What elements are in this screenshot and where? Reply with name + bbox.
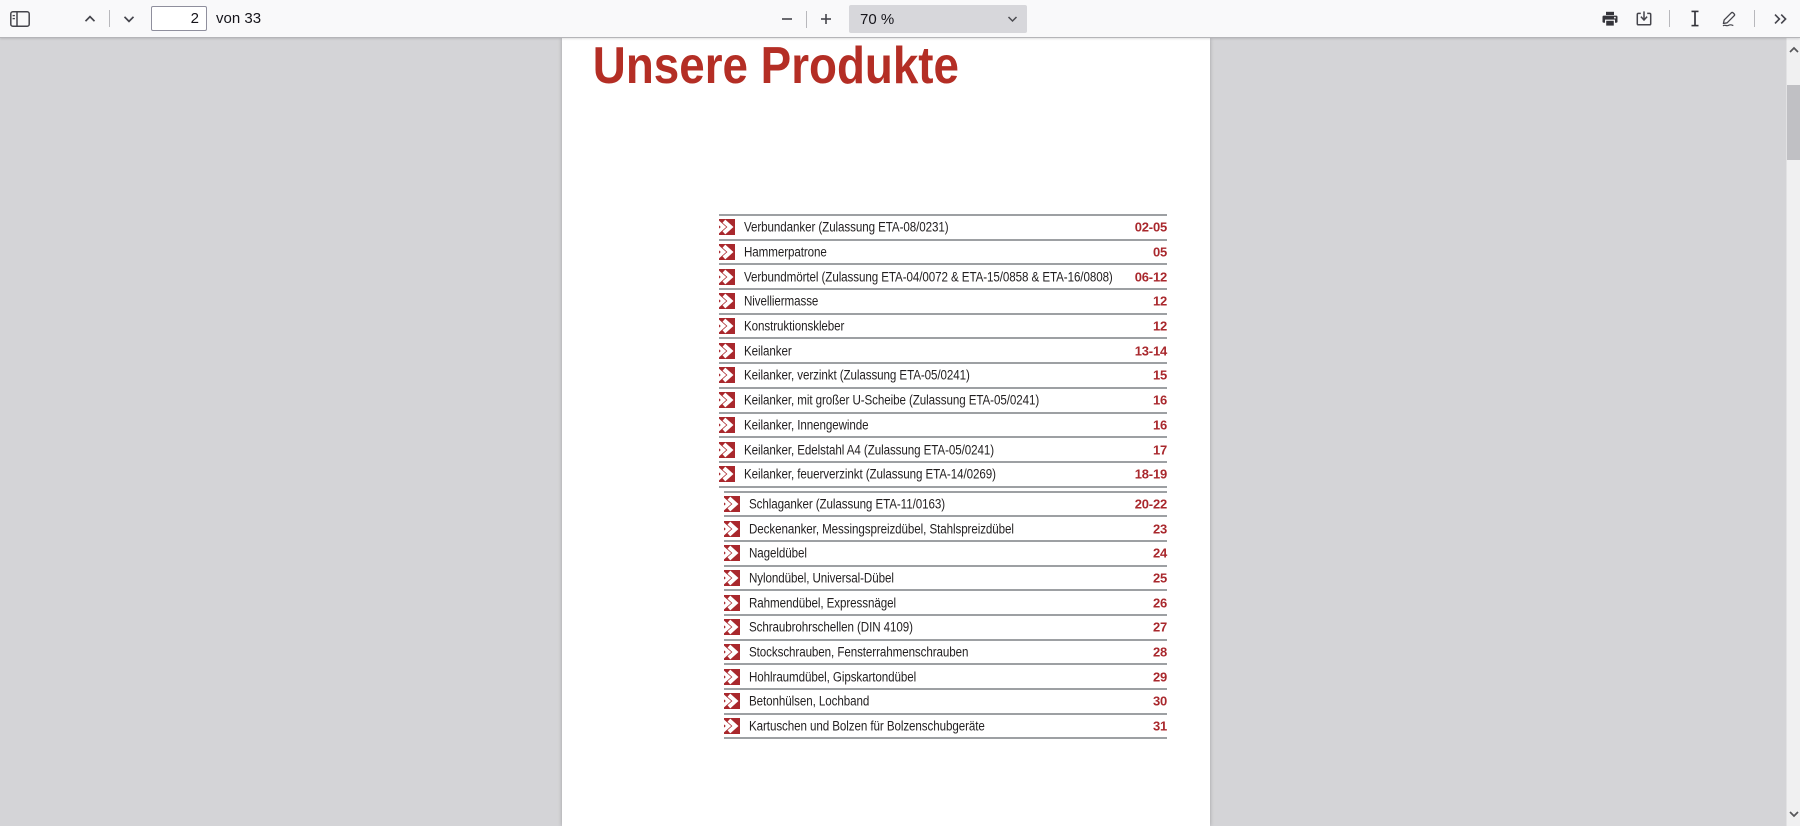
toc-item-pages: 23 [1152,521,1167,537]
toc-item[interactable] [719,239,1167,264]
toc-item-pages: 17 [1152,442,1167,458]
chevron-right-icon [719,219,735,235]
toc-item-pages: 05 [1152,244,1167,260]
text-cursor-icon [1687,10,1703,27]
toc-item[interactable] [724,540,1167,565]
toc-item[interactable] [724,565,1167,590]
chevron-down-icon [121,11,137,27]
toc-group-1 [719,214,1167,488]
toc-item-label: Betonhülsen, Lochband [749,693,870,709]
toc-item[interactable] [719,313,1167,338]
toc-item-label: Nivelliermasse [744,293,819,309]
toc-item-pages: 27 [1152,619,1167,635]
page-nav-group [76,5,261,33]
chevron-right-icon [719,442,735,458]
toolbar-left-section [0,5,261,33]
zoom-controls [773,0,1027,38]
toc-item-label: Schlaganker (Zulassung ETA-11/0163) [749,496,945,512]
toc-item[interactable] [719,362,1167,387]
draw-annotation-button[interactable] [1715,5,1743,33]
toc-item[interactable] [719,461,1167,486]
pdf-viewer-toolbar [0,0,1800,38]
zoom-in-button[interactable] [812,5,840,33]
chevron-right-icon [724,718,740,734]
toc-item-pages: 30 [1152,693,1167,709]
toc-item-pages: 24 [1152,545,1167,561]
previous-page-button[interactable] [76,5,104,33]
toc-item-pages: 12 [1152,318,1167,334]
toc-item[interactable] [724,713,1167,738]
chevron-right-icon [719,466,735,482]
scrollbar-down-button[interactable] [1787,804,1800,824]
zoom-out-button[interactable] [773,5,801,33]
toc-item[interactable] [724,589,1167,614]
toc-item[interactable] [719,263,1167,288]
page-title: Unsere Produkte [592,38,960,95]
toc-item-label: Kartuschen und Bolzen für Bolzenschubgeräte [749,718,985,734]
toc-item-pages: 02-05 [1134,219,1167,235]
pdf-page [562,38,1210,826]
toc-item[interactable] [724,515,1167,540]
toolbar-right-section [1596,5,1800,33]
scrollbar-up-button[interactable] [1787,40,1800,60]
toc-group-2 [724,491,1167,740]
viewer-content-area [0,38,1786,826]
toc-item[interactable] [719,387,1167,412]
chevron-right-icon [719,318,735,334]
next-page-button[interactable] [115,5,143,33]
printer-icon [1601,11,1619,27]
chevron-right-icon [719,417,735,433]
toc-item[interactable] [719,214,1167,239]
toc-list [719,214,1167,739]
toc-item[interactable] [724,614,1167,639]
chevron-right-icon [719,293,735,309]
chevron-up-icon [82,11,98,27]
toc-item-label: Rahmendübel, Expressnägel [749,595,896,611]
toolbar-divider [806,11,807,28]
chevron-right-icon [719,392,735,408]
toc-item-pages: 16 [1152,417,1167,433]
toc-item-label: Verbundmörtel (Zulassung ETA-04/0072 & ETA-15/0858 & ETA-16/0808) [744,269,1113,285]
toc-item-label: Verbundanker (Zulassung ETA-08/0231) [744,219,949,235]
toc-item-label: Konstruktionskleber [744,318,845,334]
zoom-select[interactable] [849,5,1027,33]
toc-item-label: Schraubrohrschellen (DIN 4109) [749,619,913,635]
toc-item-label: Nylondübel, Universal-Dübel [749,570,894,586]
chevron-right-icon [724,644,740,660]
toc-item[interactable] [719,337,1167,362]
toc-item[interactable] [719,412,1167,437]
chevron-right-icon [719,343,735,359]
toc-item-label: Hammerpatrone [744,244,827,260]
chevron-right-icon [724,669,740,685]
double-chevron-right-icon [1772,11,1789,27]
toc-item-pages: 29 [1152,669,1167,685]
chevron-right-icon [719,244,735,260]
toc-item-label: Keilanker, verzinkt (Zulassung ETA-05/0241) [744,367,970,383]
toc-item-pages: 18-19 [1134,466,1167,482]
more-tools-button[interactable] [1766,5,1794,33]
vertical-scrollbar[interactable] [1786,38,1800,826]
toc-item-pages: 13-14 [1134,343,1167,359]
toc-item-pages: 25 [1152,570,1167,586]
toc-item-pages: 26 [1152,595,1167,611]
chevron-right-icon [724,545,740,561]
toc-item-label: Nageldübel [749,545,807,561]
toc-item[interactable] [724,491,1167,516]
zoom-value-label: 70 % [860,10,895,28]
toc-item-label: Deckenanker, Messingspreizdübel, Stahlspreizdübel [749,521,1014,537]
page-count-label: von 33 [216,10,262,27]
chevron-down-icon [1789,810,1799,818]
toc-item-label: Keilanker, mit großer U-Scheibe (Zulassung ETA-05/0241) [744,392,1040,408]
pen-icon [1720,10,1738,27]
chevron-right-icon [724,595,740,611]
chevron-right-icon [719,367,735,383]
toc-item-label: Keilanker, Edelstahl A4 (Zulassung ETA-05/0241) [744,442,995,458]
toc-item[interactable] [719,288,1167,313]
chevron-right-icon [724,496,740,512]
toc-item-label: Keilanker, Innengewinde [744,417,869,433]
toc-item-pages: 06-12 [1134,269,1167,285]
chevron-right-icon [719,269,735,285]
print-button[interactable] [1596,5,1624,33]
chevron-right-icon [724,521,740,537]
save-button[interactable] [1630,5,1658,33]
toc-item-pages: 20-22 [1134,496,1167,512]
toc-item-pages: 16 [1152,392,1167,408]
toc-item-label: Stockschrauben, Fensterrahmenschrauben [749,644,969,660]
toc-item-pages: 31 [1152,718,1167,734]
toc-item-label: Hohlraumdübel, Gipskartondübel [749,669,917,685]
toc-item-pages: 15 [1152,367,1167,383]
scrollbar-thumb[interactable] [1787,85,1800,160]
toolbar-divider [1754,10,1755,27]
toc-item-pages: 12 [1152,293,1167,309]
plus-icon [818,11,834,27]
toolbar-divider [109,10,110,27]
toc-item[interactable] [724,663,1167,688]
toc-item[interactable] [719,436,1167,461]
download-icon [1635,11,1653,27]
chevron-right-icon [724,570,740,586]
chevron-right-icon [724,693,740,709]
toggle-sidebar-button[interactable] [6,5,34,33]
minus-icon [779,11,795,27]
chevron-up-icon [1789,46,1799,54]
sidebar-toggle-icon [10,11,30,27]
chevron-down-icon [1007,15,1018,23]
toc-item-label: Keilanker, feuerverzinkt (Zulassung ETA-14/0269) [744,466,996,482]
text-selection-tool-button[interactable] [1681,5,1709,33]
toc-item-pages: 28 [1152,644,1167,660]
toc-item-label: Keilanker [744,343,792,359]
toc-item[interactable] [724,688,1167,713]
chevron-right-icon [724,619,740,635]
toc-item[interactable] [724,639,1167,664]
page-number-input[interactable] [151,6,207,31]
toolbar-divider [1669,10,1670,27]
